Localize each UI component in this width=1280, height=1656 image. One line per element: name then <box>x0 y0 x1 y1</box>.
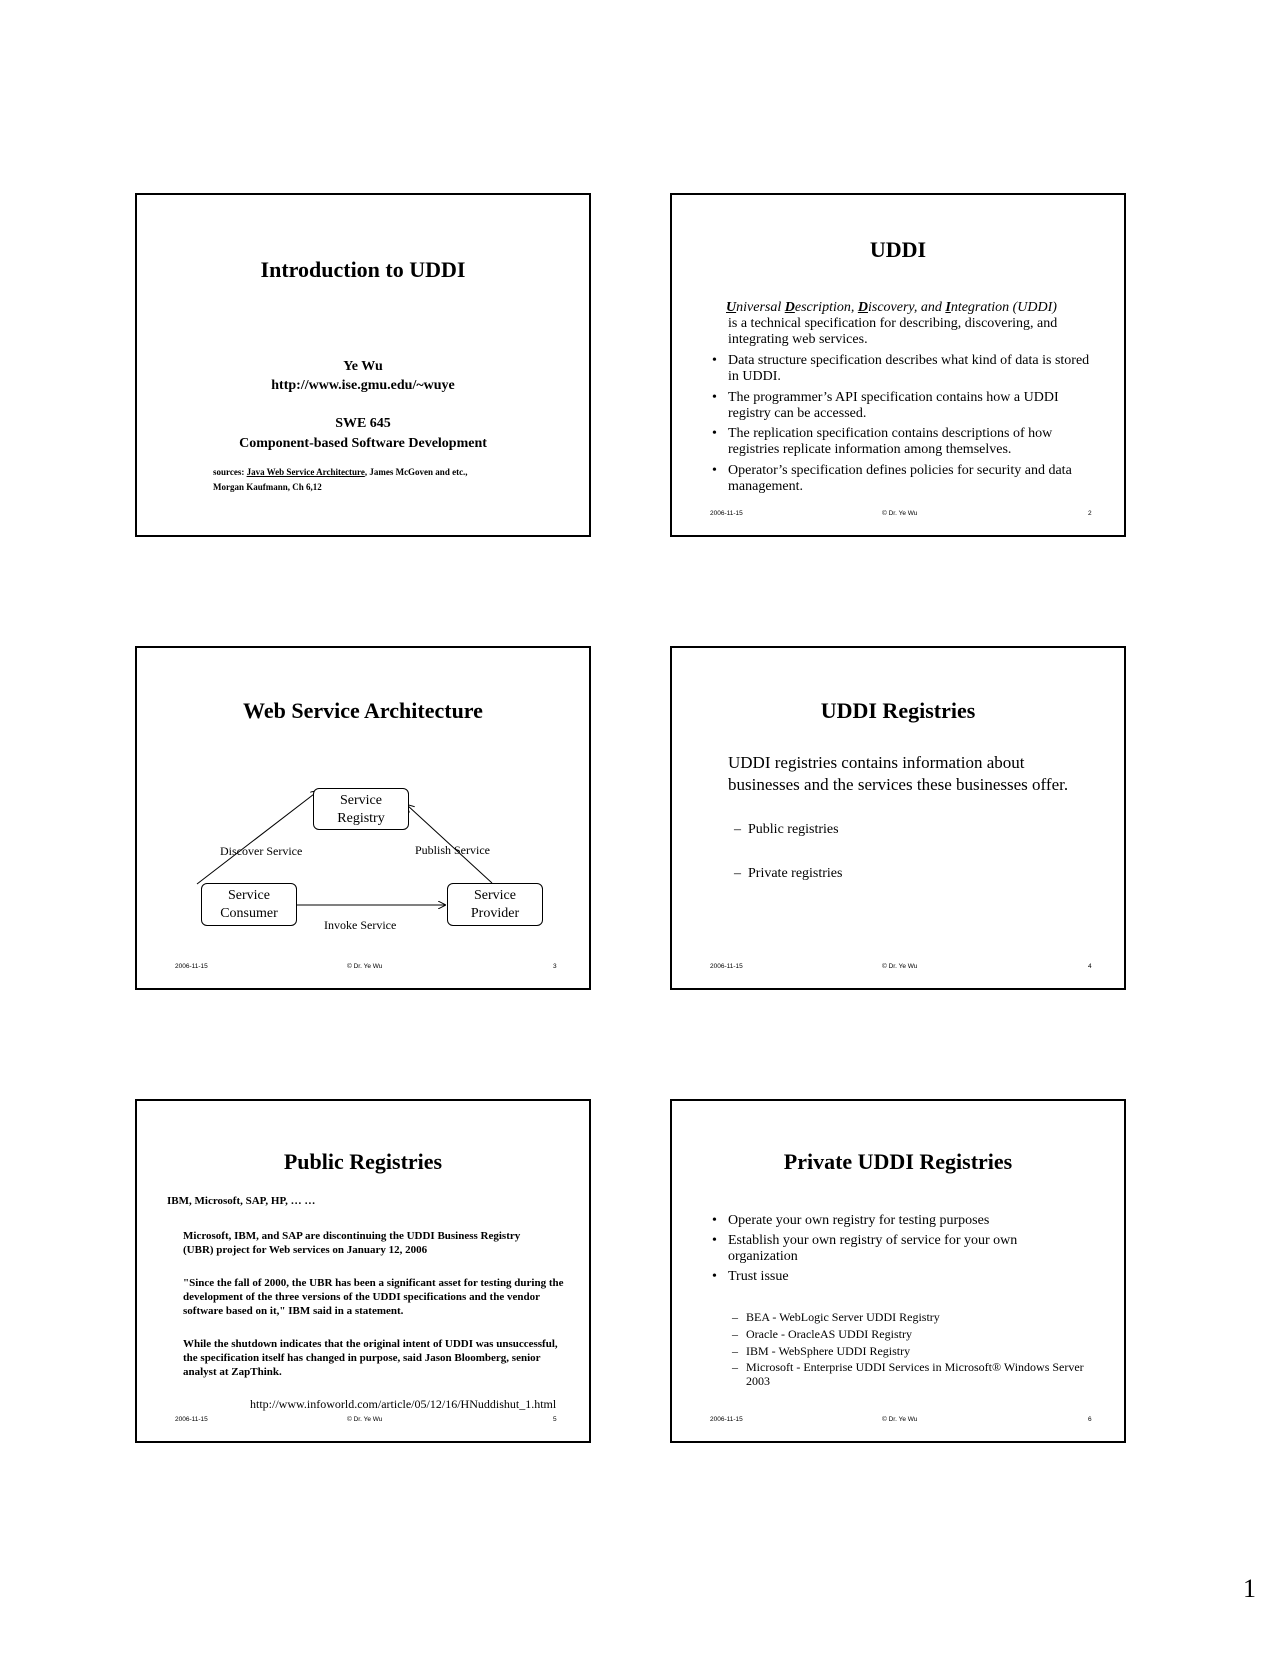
bullet-item: • The replication specification contains descriptions of how registries replicate information among themselves. <box>712 426 1053 457</box>
slide-title: UDDI <box>869 237 927 262</box>
product-item: – BEA - WebLogic Server UDDI Registry <box>732 1310 940 1324</box>
footer-date: 2006-11-15 <box>710 1416 743 1423</box>
slide-title: Private UDDI Registries <box>783 1149 1013 1174</box>
footer-slide-number: 5 <box>553 1416 557 1423</box>
news-paragraph-1: Microsoft, IBM, and SAP are discontinuing the UDDI Business Registry (UBR) project for Web services on January 12, 2006 <box>183 1230 521 1256</box>
source-link[interactable]: http://www.infoworld.com/article/05/12/16/HNuddishut_1.html <box>250 1397 557 1411</box>
author-url: http://www.ise.gmu.edu/~wuye <box>271 378 455 393</box>
registries-intro: UDDI registries contains information about businesses and the services these businesses offer. <box>728 753 1069 794</box>
news-paragraph-2: "Since the fall of 2000, the UBR has been a significant asset for testing during the development of the three versions of the UDDI specifications and the vendor software based on it," IBM said in a statement. <box>183 1277 564 1317</box>
footer-copyright: © Dr. Ye Wu <box>347 963 383 970</box>
bullet-item: • Trust issue <box>712 1269 789 1284</box>
uddi-definition <box>726 300 1092 348</box>
service-registry-box: Service Registry <box>313 788 409 830</box>
news-paragraph-3: While the shutdown indicates that the original intent of UDDI was unsuccessful, the specification itself has changed in purpose, said Jason Bloomberg, senior analyst at ZapThink. <box>183 1338 558 1378</box>
slide-title: UDDI Registries <box>820 698 976 723</box>
footer-copyright: © Dr. Ye Wu <box>347 1416 383 1423</box>
slide-4 <box>670 646 1126 990</box>
product-item: – Oracle - OracleAS UDDI Registry <box>732 1327 912 1341</box>
course-name: Component-based Software Development <box>239 436 487 451</box>
slide-5 <box>135 1099 591 1443</box>
footer-slide-number: 4 <box>1088 963 1092 970</box>
slide-3 <box>135 646 591 990</box>
sources-prefix: sources: <box>213 467 247 477</box>
footer-date: 2006-11-15 <box>710 510 743 517</box>
sources-line <box>213 467 468 477</box>
footer-date: 2006-11-15 <box>175 963 208 970</box>
registry-type-item: – Public registries <box>734 822 839 837</box>
slide-title: Web Service Architecture <box>243 698 483 723</box>
service-provider-box: Service Provider <box>447 883 543 926</box>
product-item: – Microsoft - Enterprise UDDI Services in Microsoft® Windows Server 2003 <box>732 1360 1084 1388</box>
footer-date: 2006-11-15 <box>710 963 743 970</box>
slide-6 <box>670 1099 1126 1443</box>
registry-type-item: – Private registries <box>734 866 843 881</box>
bullet-item: • Establish your own registry of service for your own organization <box>712 1233 1018 1264</box>
bullet-item: • Operate your own registry for testing purposes <box>712 1213 990 1228</box>
invoke-service-label: Invoke Service <box>324 918 397 932</box>
slide-1 <box>135 193 591 537</box>
slide-title: Public Registries <box>283 1149 443 1174</box>
product-item: – IBM - WebSphere UDDI Registry <box>732 1344 911 1358</box>
footer-slide-number: 2 <box>1088 510 1092 517</box>
course-code: SWE 645 <box>335 416 391 431</box>
slide-2 <box>670 193 1126 537</box>
author-name: Ye Wu <box>343 359 383 374</box>
page-number: 1 <box>1243 1574 1256 1603</box>
footer-copyright: © Dr. Ye Wu <box>882 963 918 970</box>
sources-rest: , James McGoven and etc., <box>364 467 468 477</box>
definition-acronym: Universal Description, Discovery, and Integration (UDDI) <box>726 300 1057 315</box>
vendor-list: IBM, Microsoft, SAP, HP, … … <box>167 1195 316 1207</box>
service-consumer-box: Service Consumer <box>201 883 297 926</box>
sources-line-2: Morgan Kaufmann, Ch 6,12 <box>213 482 322 492</box>
footer-slide-number: 3 <box>553 963 557 970</box>
footer-date: 2006-11-15 <box>175 1416 208 1423</box>
publish-service-label: Publish Service <box>415 843 490 857</box>
footer-slide-number: 6 <box>1088 1416 1092 1423</box>
discover-service-label: Discover Service <box>220 844 303 858</box>
bullet-item: • Data structure specification describes what kind of data is stored in UDDI. <box>712 353 1090 384</box>
slide-title: Introduction to UDDI <box>260 257 466 282</box>
bullet-item: • Operator’s specification defines policies for security and data management. <box>712 463 1072 494</box>
bullet-item: • The programmer’s API specification contains how a UDDI registry can be accessed. <box>712 390 1059 421</box>
footer-copyright: © Dr. Ye Wu <box>882 510 918 517</box>
footer-copyright: © Dr. Ye Wu <box>882 1416 918 1423</box>
discover-arrow <box>197 791 318 884</box>
definition-rest: is a technical specification for describing, discovering, and integrating web services. <box>728 316 1058 347</box>
sources-book: Java Web Service Architecture <box>246 467 365 477</box>
